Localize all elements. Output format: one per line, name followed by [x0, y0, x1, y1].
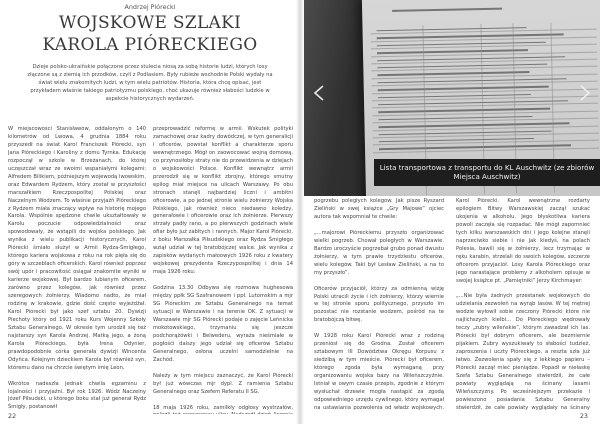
- paragraph: Godzina 13.30 Odbywa się rozmowa hughesowa między ppłk SG Szafranowem i ppł. Lutomskim a mjr SG Pióreckim ze Sztabu Generalnego na temat sytuacji w Warszawie i na terenie OK. Z sytuacji w Warszawie mjr SG Piórecki podaje o zajęcie Leńnicka mokotowskiego, trzymaniu się jeszcze podchorążówki i Belwederu, wyraża nieśmiałe w pogłośći dalszy jego udział się oficerów Sztabu Generalnego, osłona uczelni samodzielnie na Zachód.: [153, 285, 293, 363]
- document-header-row: [392, 8, 502, 12]
- paragraph: „...Nie była żadnych przestanek wojskowych do udzielania zezwoleń na wyrąb lasów. W tej mętnej wodzie wyłowił sobie rzeczony Piórecki które nie najlichszych kielbi... Do Pióreckiego wędrowały teczy „zubry wileńskie”, którym zawadzał ich las. Piórecki był dobrym oficerem, ale bezmiernie pijakiem. Zubry wyszukiwały to słabości tudzież, zaproszenia i uczty Pióreckiego, a reszta szła już łatwo. Zezwolenia spały się z lekkiego papieru – Piórecki zaczął mieć pieniądze. Popadł w niełaskę Szefa Sztabu Generalnego stwierdził, że całe powiaty wyglądają na ścinany lasami Wileńszczyzny. Po wcześniejszym przekazie i powieszono posiadania Sztabu Generalny stwierdził, że całe powiaty wyglądały na ścinany: [456, 293, 590, 410]
- chevron-left-icon: [313, 85, 325, 101]
- chevron-right-icon: [579, 85, 591, 101]
- right-page: [300, 0, 600, 424]
- paragraph: W 1928 roku Karol Piórecki wraz z rodziną przeniósł się do Grodna. Został oficerem sztabowym III Dowództwa Okręgu Korpusu z siedzibą w tym mieście. Piórecki był oficerem, którego zgoda była wymaganą przy organizowaniu wojska bazy na Wileńszczyźnie. Istniał w owym czasie przepis, zgodnie z którym wysłuchał drzewie mogła nastąpić za zgodą odpowiedniego urzędu cywilnego, który wymagał na ustawiania pozwolenia od władz wojskowych.: [314, 333, 444, 410]
- page-number-right: 23: [579, 412, 588, 420]
- paragraph: przeprowadzić reformę w armii. Wskutek polityki zamachowej oraz kadry dowódczej, w tym generalicji i oficerów, powstał konflikt a charakterze sporu wewnętrznego. Mógł on zaowocować wojną domową, co przynosiłoby straty nie do przewidzenia w dziejach o wojskowości Polsce. Konflikt wewnątrz armii przerodził się w konflikt zbrojny, którego smutny epilog miał miejsce na ulicach Warszawy. Po obu stronach stanęli najbardziej liczni i ambitni oficerowie, a po jednej stronie wielu żołnierzy Wojska Polskiego, jak również nieco niedawno koledzy, generałowie i oficerowie oraz ich żołnierze. Pierwszy strzały padły rano, a po pierwszych godzinach wiele ofiar było już zabitych i rannych. Major Karol Piórecki, z boku Marszałka Piłsudskiego oraz Rydza Śmigłego wziął udział w tej bratobójczej walce. Jak wynika z zapisków wydanych małoowych 1926 roku z kwatery wojskowej prezydenta Rzeczypospolitej i dnia 14 maja 1926 roku:: [153, 126, 293, 276]
- paragraph: Oficerów przyjaciół, którzy za odmienną wizję Polski utracili życie i ich żołnierzy, którzy wiernie w tej stronie sporu politycznego, przyszło im pozostać nie rozstanie wodzem, pośród na te bratobójczą bitwę.: [314, 285, 444, 324]
- next-image-button[interactable]: [576, 84, 594, 102]
- book-gutter: [296, 0, 304, 424]
- author-name: Andrzej Piórecki: [124, 3, 176, 11]
- paragraph: Wkrótce nadeszła jednak chwila egzaminu z lojalności i przyjaźni. Był rok 1926. Wódz Naczelny Józef Piłsudski, u którego boku stał już generał Rydz Śmigły, postanowił: [8, 380, 146, 411]
- paragraph: pogrzebu poległych kolegów. Jak pisze Ryszard Zieliński w swej książce „Gry Majowe” ojciec autora tak wspomniał te chwile:: [314, 198, 444, 220]
- paragraph: Należy w tym miejscu zaznaczyć, że Karol Piórecki był już wówczas mjr dypl. Z ramienia Sztabu Generalnego oraz Szefem Referatu II SG.: [153, 372, 293, 395]
- paragraph: 18 maja 1926 roku, zamilkły odgłosy wystrzałów,: [153, 404, 293, 411]
- page-number-left: 22: [8, 412, 17, 420]
- right-column-1: [314, 198, 444, 410]
- paragraph: Karol Piórecki. Karol wewnątrzne rozdarty epilogiem Bitwy Warszawskiej zaczął szukać ukojenia w alkoholu. Jego błyskotliwa kariera powoli zaczęła się rozpadać. Nie mógł zapomnieć tych kilku warszawskich dni i jego kolejne stanęli naprzeciwko siebie i nie jak kiedyś, na polach Polesia, bawili się w żołnierzy, lecz trzymając w ręku karabin, strzelali do swoich kolegów, szczerze oficerom przyjaciół. Losy Karola Pióreckiego oraz jego narastające problemy z alkoholem opisuje w swojej książce pt. „Pamiętniki” Jerzy Kirchmayer:: [456, 198, 590, 284]
- previous-image-button[interactable]: [310, 84, 328, 102]
- article-title-line1: WOJSKOWE SZLAKI: [58, 13, 242, 33]
- left-column-1: [8, 126, 146, 414]
- paragraph: „...majorowi Pióreckiemu przyszło organizować wielki pogrzeb. Chował poległych w Warszawie. Bardzo uroczyście pogrzebał grubo ponad dwustu żołnierzy, w tym prawie trzydziestu oficerów, wielu kolegów. Taki był Lesław Zieliński, a na to my przyszło”.: [314, 229, 444, 276]
- article-lead: Dzieje polsko-ukraińskie połączone przez stulecia niosą za sobą historie ludzi, których losy złączone są z ziemią ich przodków, czyli z Podlasiem. Były rubieże wschodnie Polski wydały na świat wielu znakomitych ludzi, w tym wielu patriotów. Historia, która chcę opisać, jest przykładem właśnie takiego patriotyzmu polskiego, choć ukazuje również słabości ludzkie w aspekcie historycznych wydarzeń.: [27, 64, 273, 103]
- paragraph: W miejscowości Stanisławów, oddalonym o 140 kilometrów od Lwowa, 4 grudnia 1884 roku przyszedł na świat Karol Franciszek Piórecki, syn Jana Pióreckiego i Karoliny z domu Tyrnka. Edukację rozpoczął w szkole w Brzeżanach, do której uczęszczał wraz ze swoimi wspaniałymi kolegami: Alfredem Bilikiem, późniejszym wojewodą lwowskim, oraz Edwardem Rydzem, który został w przyszłości marszałkiem Rzeczpospolitej Polskiej oraz Naczelnym Wodzem. To właśnie przyjaźń Pióreckiego z Rydzem miała znaczący wpływ na historię mojego Karola. Wspólnie spędzone chwile ukształtowały w Karolu poczucie odpowiedzialności oraz spowodowały, że wstąpili do wojska polskiego. Jak wynika z wielu publikacji historycznych, Karol Piórecki śmiało służył w Armii Rydza-Śmigłego, którego kariera wojskowa z roku na rok pięła się do góry w szczeblach oficerskich. Karol również poprzez swój upór i pracowitość osiągał znakomite wyniki w karierze wojskowej. Był bardzo lubianym oficerem, zarówno przez kolegów, jak również przez szeregowych żołnierzy. Wiadomo nadto, że miał rodzinę w krakowie, gdzie dość często wyjeżdżał. Karol Piórecki był jako szef sztabu 20. Dywizji Piechoty który od 1921 roku Kurs Wojenny Szkoły Sztabu Generalnego. W okresie tym urodził się też najstarszy syn Karola Andrzej. Matką jego, a żoną Karola Pióreckiego, była Irena Odynier, prawdopodobnie córka generała dywizji Wincenta Odyńca. Kolejnym dzieckiem Karola był również syn, któremu dano na chrzcie świętym imię Leon.: [8, 126, 146, 371]
- photo-caption: Lista transportowa z transportu do KL Auschwitz (ze zbiorów Miejsca Auschwitz): [374, 159, 600, 186]
- right-column-2: [456, 198, 590, 410]
- left-column-2: [153, 126, 293, 414]
- document-photo: [304, 0, 600, 196]
- article-title-line2: KAROLA PIÓRECKIEGO: [42, 35, 258, 55]
